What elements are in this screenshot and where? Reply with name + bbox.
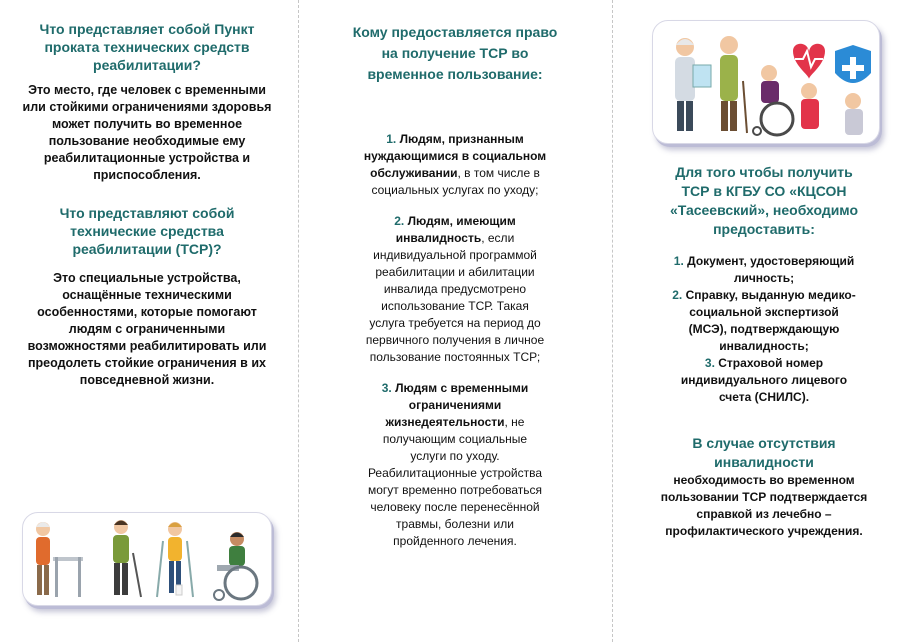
item-bold-text: Людям, имеющим инвалидность bbox=[395, 214, 516, 245]
item-number: 2. bbox=[672, 288, 683, 302]
item-text: , в том числе в социальных услугах по уходу; bbox=[371, 166, 540, 197]
boy-crutches-figure bbox=[157, 522, 193, 597]
item-text: , не получающим социальные услуги по уходу. Реабилитационные устройства могут временно потребоваться человеку после перенесённой травмы, болезни или пройденного лечения. bbox=[367, 415, 543, 548]
column-divider-right bbox=[612, 0, 613, 642]
item-number: 1. bbox=[386, 132, 397, 146]
document-2 bbox=[628, 287, 900, 355]
man-cane-figure bbox=[113, 520, 141, 597]
eligibility-item-2 bbox=[320, 213, 590, 366]
document-1 bbox=[628, 253, 900, 287]
item-text: Страховой номер индивидуального лицевого счета (СНИЛС). bbox=[680, 356, 848, 404]
document-3 bbox=[628, 355, 900, 406]
rental-point-answer: Это место, где человек с временными или стойкими ограничениями здоровья может получить во временное пользование необходимые ему реабилитационные устройства и приспособления. bbox=[22, 83, 272, 182]
tsr-question: Что представляют собой технические средства реабилитации (ТСР)? bbox=[59, 205, 235, 257]
item-number: 1. bbox=[673, 254, 684, 268]
eligibility-item-1 bbox=[320, 131, 590, 199]
eligibility-title: Кому предоставляется право на получение ТСР во временное пользование: bbox=[352, 24, 558, 82]
rental-point-question: Что представляет собой Пункт проката технических средств реабилитации? bbox=[39, 21, 255, 73]
eligibility-item-3 bbox=[320, 380, 590, 550]
column-divider-left bbox=[298, 0, 299, 642]
elder-walker-figure bbox=[36, 522, 83, 597]
item-bold-text: Людям, признанным нуждающимися в социальном обслуживании bbox=[363, 132, 547, 180]
no-disability-title: В случае отсутствия инвалидности bbox=[692, 435, 836, 470]
tsr-answer: Это специальные устройства, оснащённые техническими особенностями, которые помогают людям с ограниченными возможностями реабилитировать или преодолеть стойкие ограничения в их повседневной жизни. bbox=[27, 271, 267, 387]
item-number: 3. bbox=[381, 381, 392, 395]
item-number: 3. bbox=[704, 356, 715, 370]
mobility-aids-illustration bbox=[22, 512, 272, 606]
item-text: Документ, удостоверяющий личность; bbox=[687, 254, 855, 285]
item-text: , если индивидуальной программой реабилитации и абилитации инвалида предусмотрено использование ТСР. Такая услуга требуется на период до первичного получения в личное пользование постоянных ТСР; bbox=[365, 231, 545, 364]
documents-title: Для того чтобы получить ТСР в КГБУ СО «КЦСОН «Тасеевский», необходимо предоставить: bbox=[669, 164, 859, 237]
column-documents bbox=[620, 0, 908, 642]
item-text: Справку, выданную медико-социальной экспертизой (МСЭ), подтверждающую инвалидность; bbox=[685, 288, 856, 353]
column-eligibility bbox=[306, 0, 604, 642]
no-disability-text: необходимость во временном пользовании ТСР подтверждается справкой из лечебно –профилактического учреждения. bbox=[660, 473, 868, 538]
wheelchair-user-figure bbox=[214, 532, 257, 600]
item-bold-text: Людям с временными ограничениями жизнедеятельности bbox=[385, 381, 529, 429]
item-number: 2. bbox=[394, 214, 405, 228]
